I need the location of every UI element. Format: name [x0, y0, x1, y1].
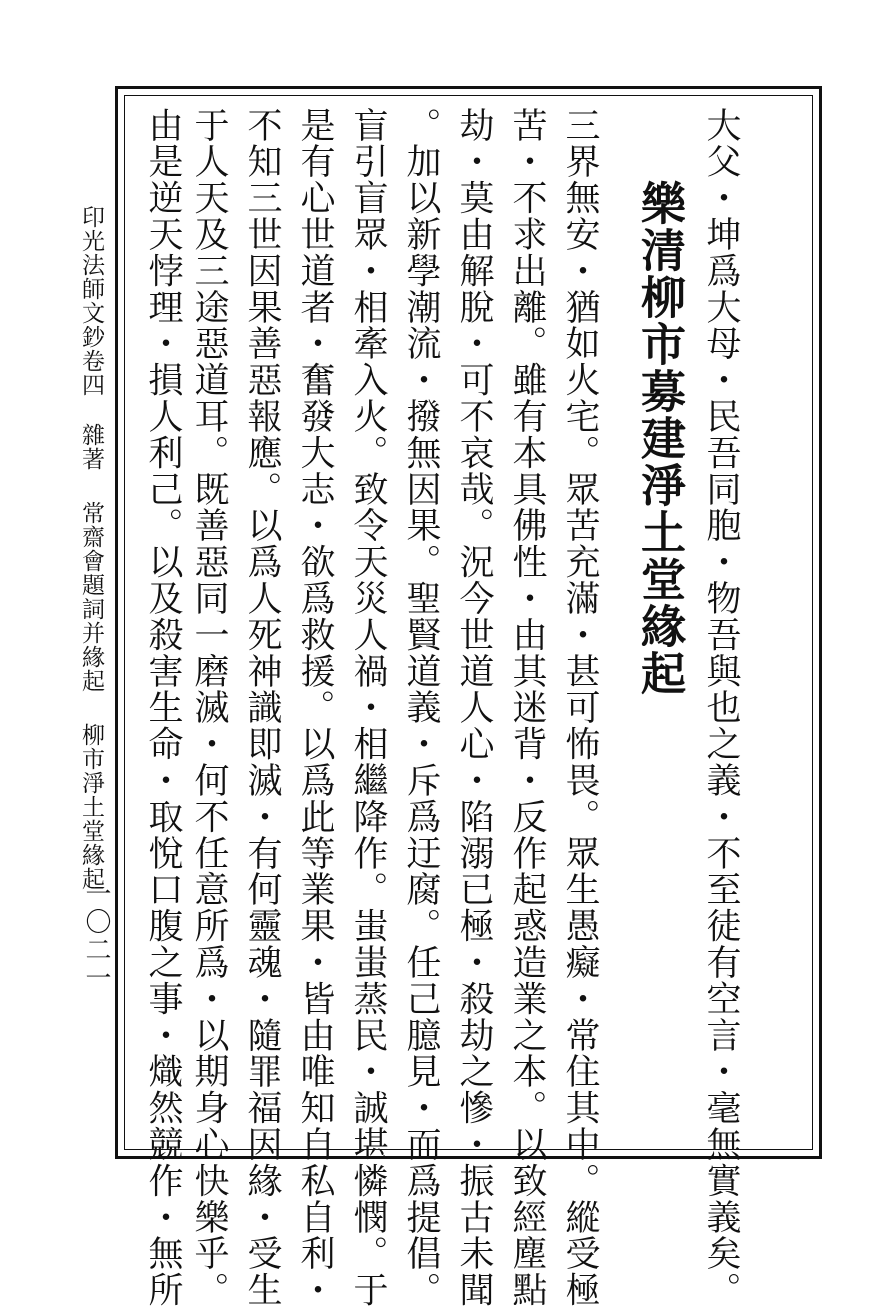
body-column-4: 。加以新學潮流・撥無因果。聖賢道義・斥爲迂腐。任己臆見・而爲提倡。 [401, 107, 441, 1308]
previous-piece-title: 常齋會題詞并緣起 [78, 501, 104, 693]
body-column-6: 是有心世道者・奮發大志・欲爲救援。以爲此等業果・皆由唯知自私自利・ [295, 107, 335, 1308]
body-column-3: 劫・莫由解脫・可不哀哉。況今世道人心・陷溺已極・殺劫之慘・振古未聞 [454, 107, 494, 1308]
running-header [72, 205, 102, 891]
current-piece-title: 柳市淨土堂緣起 [78, 723, 104, 891]
book-title: 印光法師文鈔卷四 [78, 205, 104, 397]
body-column-9: 由是逆天悖理・損人利己。以及殺害生命・取悅口腹之事・熾然競作・無所 [143, 107, 183, 1308]
body-column-7: 不知三世因果善惡報應。以爲人死神識即滅・有何靈魂・隨罪福因緣・受生 [242, 107, 282, 1308]
body-column-continued: 大父・坤爲大母・民吾同胞・物吾與也之義・不至徒有空言・毫無實義矣。 [701, 107, 741, 1308]
page-number: 一〇二一 [81, 880, 111, 992]
article-title: 樂清柳市募建淨土堂緣起 [633, 180, 686, 697]
body-column-8: 于人天及三途惡道耳。既善惡同一磨滅・何不任意所爲・以期身心快樂乎。 [189, 107, 229, 1308]
body-column-2: 苦・不求出離。雖有本具佛性・由其迷背・反作起惑造業之本。以致經塵點 [507, 107, 547, 1308]
body-column-5: 盲引盲眾・相牽入火。致令天災人禍・相繼降作。蚩蚩蒸民・誠堪憐憫。于 [348, 107, 388, 1308]
section-label: 雜著 [78, 423, 104, 471]
body-column-1: 三界無安・猶如火宅。眾苦充滿・甚可怖畏。眾生愚癡・常住其中。縱受極 [560, 107, 600, 1308]
